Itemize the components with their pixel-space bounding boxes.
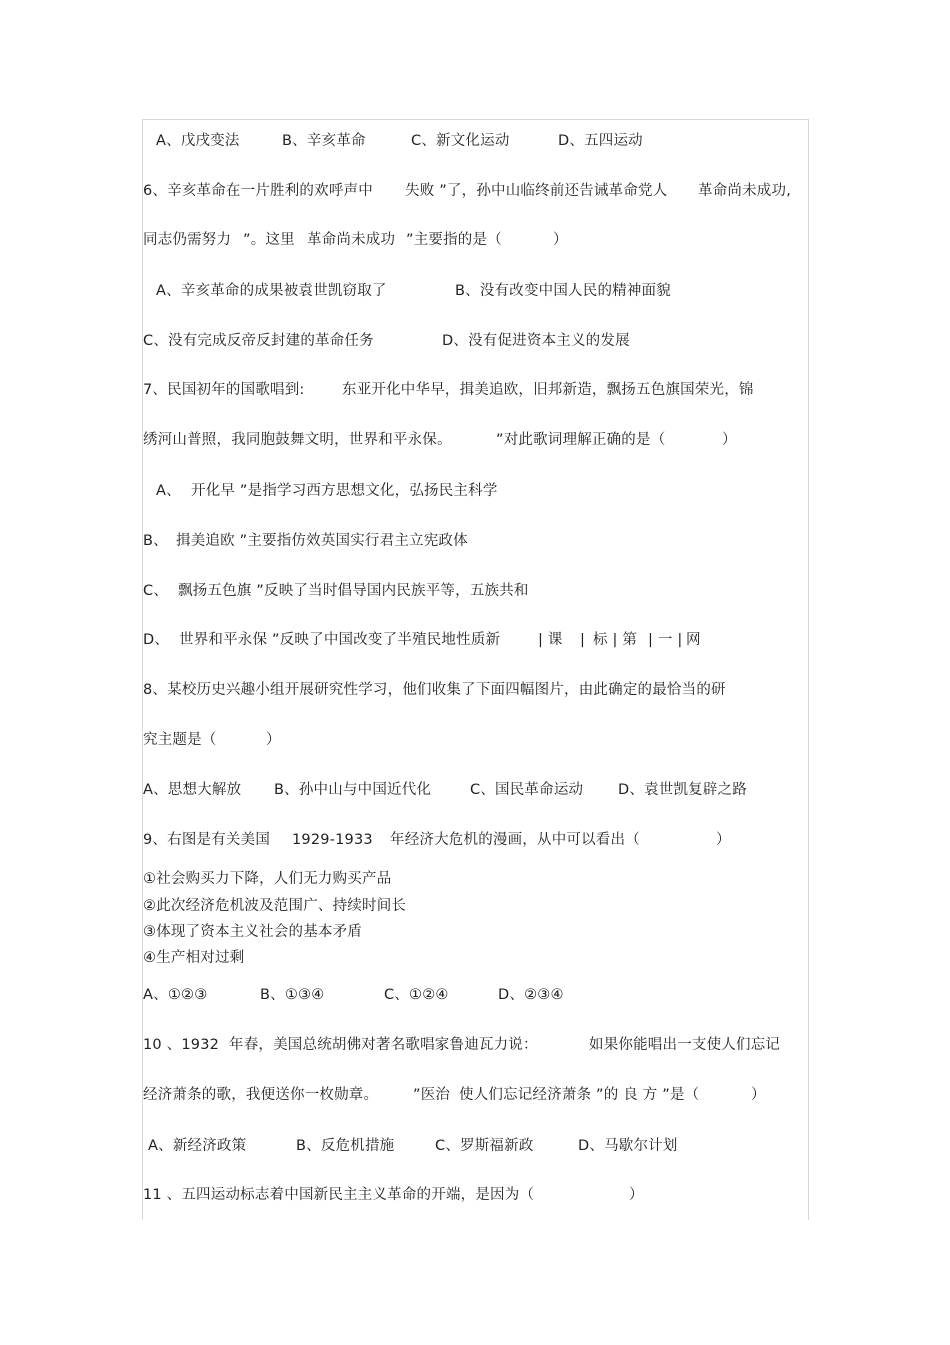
- q7-stem-text-5: ）: [722, 432, 737, 448]
- q10-stem-text-1: 10 、1932: [143, 1037, 220, 1053]
- q8-option-b: B、孙中山与中国近代化: [274, 782, 432, 798]
- q6-stem-text-7: ”主要指的是（: [406, 232, 502, 248]
- q7-option-b-letter: B、: [143, 533, 168, 549]
- q6-stem-text-6: 革命尚未成功: [307, 232, 396, 248]
- q10-stem-text-5: ”医治: [413, 1087, 451, 1103]
- q7-option-b-text: 揖美追欧 ”主要指仿效英国实行君主立宪政体: [176, 533, 468, 549]
- q7-option-d-watermark-3: 标 | 第: [593, 632, 638, 648]
- q9-item-3: ③体现了资本主义社会的基本矛盾: [143, 924, 362, 940]
- q9-option-b: B、①③④: [260, 987, 325, 1003]
- q8-option-d: D、袁世凯复辟之路: [618, 782, 747, 798]
- q9-stem-text-2: 年经济大危机的漫画，从中可以看出（: [390, 832, 640, 848]
- q7-option-d-watermark-1: | 课: [538, 632, 563, 648]
- q9-item-2: ②此次经济危机波及范围广、持续时间长: [143, 898, 407, 914]
- q10-option-a: A、新经济政策: [148, 1138, 247, 1154]
- q7-option-a-text: 开化早 ”是指学习西方思想文化，弘扬民主科学: [191, 483, 498, 499]
- q6-option-b: B、没有改变中国人民的精神面貌: [455, 283, 671, 299]
- q7-option-d-watermark-4: | 一 |: [648, 632, 683, 648]
- q5-option-a: A、戊戌变法: [156, 133, 240, 149]
- q7-stem-text-4: ”对此歌词理解正确的是（: [496, 432, 666, 448]
- q5-option-d: D、五四运动: [558, 133, 643, 149]
- q10-stem-text-3: 如果你能唱出一支使人们忘记: [589, 1037, 781, 1053]
- q10-option-c: C、罗斯福新政: [435, 1138, 534, 1154]
- q5-option-c: C、新文化运动: [411, 133, 510, 149]
- q10-stem-text-4: 经济萧条的歌，我便送你一枚勋章。: [143, 1087, 379, 1103]
- q9-option-a: A、①②③: [143, 987, 208, 1003]
- q6-stem-text-8: ）: [553, 232, 568, 248]
- q7-option-c-letter: C、: [143, 583, 169, 599]
- q10-stem-text-8: ）: [751, 1087, 766, 1103]
- q8-stem-line1: 8、某校历史兴趣小组开展研究性学习，他们收集了下面四幅图片，由此确定的最恰当的研: [143, 682, 726, 698]
- q7-stem-text-2: 东亚开化中华早，揖美追欧，旧邦新造，飘扬五色旗国荣光，锦: [342, 382, 754, 398]
- q8-stem-text-2: ）: [266, 732, 281, 748]
- q9-stem-year: 1929-1933: [292, 832, 373, 848]
- q7-option-a-letter: A、: [156, 483, 181, 499]
- q7-stem-text-3: 绣河山普照，我同胞鼓舞文明，世界和平永保。: [143, 432, 452, 448]
- q6-stem-text-2: 失败 ”了，孙中山临终前还告诫革命党人: [405, 183, 668, 199]
- q7-option-d-watermark-2: |: [580, 632, 586, 648]
- q7-stem-text-1: 7、民国初年的国歌唱到:: [143, 382, 305, 398]
- q9-option-c: C、①②④: [384, 987, 449, 1003]
- q11-stem-text-2: ）: [629, 1187, 644, 1203]
- q10-option-d: D、马歇尔计划: [578, 1138, 678, 1154]
- q6-option-a: A、辛亥革命的成果被袁世凯窃取了: [156, 283, 387, 299]
- q9-item-4: ④生产相对过剩: [143, 950, 245, 966]
- q7-option-c-text: 飘扬五色旗 ”反映了当时倡导国内民族平等，五族共和: [178, 583, 529, 599]
- q10-stem-text-7: ”的 良 方 ”是（: [596, 1087, 700, 1103]
- q11-stem-text-1: 11 、五四运动标志着中国新民主主义革命的开端，是因为（: [143, 1187, 535, 1203]
- q10-option-b: B、反危机措施: [296, 1138, 395, 1154]
- q10-stem-text-2: 年春，美国总统胡佛对著名歌唱家鲁迪瓦力说：: [229, 1037, 538, 1053]
- q6-stem-text-1: 6、辛亥革命在一片胜利的欢呼声中: [143, 183, 373, 199]
- q9-item-1: ①社会购买力下降，人们无力购买产品: [143, 871, 392, 887]
- q6-option-c: C、没有完成反帝反封建的革命任务: [143, 333, 374, 349]
- q9-stem-text-1: 9、右图是有关美国: [143, 832, 271, 848]
- q10-stem-text-6: 使人们忘记经济萧条: [459, 1087, 592, 1103]
- q6-stem-text-3: 革命尚未成功,: [698, 183, 792, 199]
- q8-stem-text-1: 究主题是（: [143, 732, 217, 748]
- q8-option-a: A、思想大解放: [143, 782, 242, 798]
- q7-option-d-letter: D、: [143, 632, 170, 648]
- q5-option-b: B、辛亥革命: [282, 133, 366, 149]
- q7-option-d-watermark-5: 网: [686, 632, 701, 648]
- q6-option-d: D、没有促进资本主义的发展: [442, 333, 630, 349]
- q9-stem-text-3: ）: [716, 832, 731, 848]
- q9-option-d: D、②③④: [498, 987, 564, 1003]
- q6-stem-text-4: 同志仍需努力: [143, 232, 232, 248]
- q7-option-d-text: 世界和平永保 ”反映了中国改变了半殖民地性质新: [179, 632, 501, 648]
- q6-stem-text-5: ”。这里: [243, 232, 295, 248]
- q8-option-c: C、国民革命运动: [470, 782, 584, 798]
